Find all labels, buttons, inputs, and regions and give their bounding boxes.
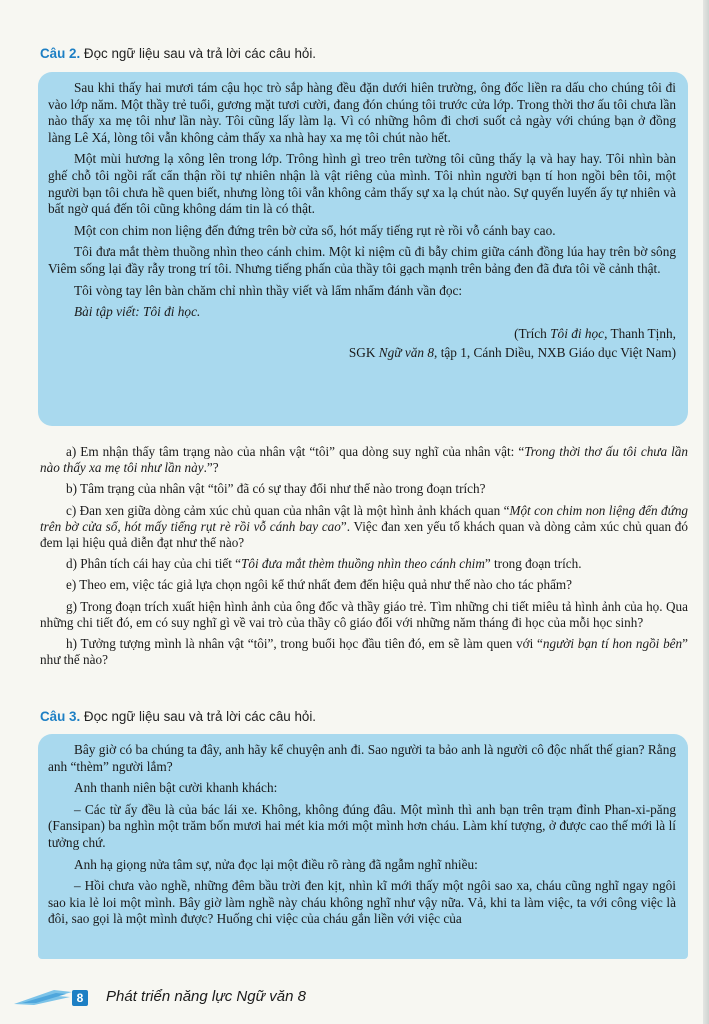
question-2-heading bbox=[40, 45, 316, 62]
book-title: Phát triển năng lực Ngữ văn 8 bbox=[106, 988, 306, 1005]
passage-paragraph: Một mùi hương lạ xông lên trong lớp. Trông hình gì treo trên tường tôi cũng thấy lạ và hay hay. Tôi nhìn bàn ghế chỗ tôi ngồi rất cẩn thận rồi tự nhiên nhận là vật riêng của mình. Tôi nhìn người bạn tí hon ngồi bên tôi, một người bạn tôi chưa hề quen biết, nhưng lòng tôi vẫn không cảm thấy sự xa lạ chút nào. Sự quyến luyến ấy tự nhiên và bất ngờ quá đến tôi cũng không dám tin là có thật. bbox=[48, 151, 676, 217]
source-citation-line-1: (Trích Tôi đi học, Thanh Tịnh, bbox=[514, 325, 676, 341]
passage-paragraph: – Các từ ấy đều là của bác lái xe. Không, không đúng đâu. Một mình thì anh bạn trên trạm đỉnh Phan-xi-păng (Fansipan) ba nghìn một trăm bốn mươi hai mét kia mới một mình hơn cháu. Làm khí tượng, ở được cao thế mới là lí tưởng chứ. bbox=[48, 801, 676, 850]
sub-question-b: b) Tâm trạng của nhân vật “tôi” đã có sự thay đổi như thế nào trong đoạn trích? bbox=[66, 481, 486, 497]
passage-paragraph: Sau khi thấy hai mươi tám cậu học trò sắp hàng đều đặn dưới hiên trường, ông đốc liền ra dấu cho chúng tôi đi vào lớp năm. Một thầy trẻ tuổi, gương mặt tươi cười, đang đón chúng tôi trước cửa lớp. Trong thời thơ ấu tôi chưa lần nào thấy xa mẹ tôi như lần này. Tôi cũng lấy làm lạ. Vì có những hôm đi chơi suốt cả ngày với chúng bạn ở đồng làng Lê Xá, lòng tôi vẫn không cảm thấy xa nhà hay xa mẹ tôi chút nào hết. bbox=[48, 80, 676, 145]
sub-question-g: g) Trong đoạn trích xuất hiện hình ảnh của ông đốc và thầy giáo trẻ. Tìm những chi tiết miêu tả hình ảnh của họ. Qua những chi tiết đó, em có suy nghĩ gì về vai trò của thầy cô giáo đối với những năm tháng đi học của mỗi học sinh? bbox=[40, 598, 688, 630]
question-3-heading bbox=[40, 708, 316, 725]
sub-question-c: c) Đan xen giữa dòng cảm xúc chủ quan của nhân vật là một hình ảnh khách quan “Một con chim non liệng đến đứng trên bờ cửa sổ, hót mấy tiếng rụt rè rồi vỗ cánh bay cao”. Việc đan xen yếu tố khách quan và dòng cảm xúc chủ quan đó đem lại hiệu quả diễn đạt như thế nào? bbox=[40, 502, 689, 551]
question-3-number: Câu 3. bbox=[40, 709, 81, 724]
passage-paragraph: – Hồi chưa vào nghề, những đêm bầu trời đen kịt, nhìn kĩ mới thấy một ngôi sao xa, cháu cũng nghĩ ngay ngôi sao kia lẻ loi một mình. Bây giờ làm nghề này cháu không nghĩ như vậy nữa. Vả, khi ta làm việc, ta với công việc là đôi, sao gọi là một mình được? Huống chi việc của cháu gắn liền với việc của bbox=[48, 878, 676, 927]
passage-paragraph: Bây giờ có ba chúng ta đây, anh hãy kể chuyện anh đi. Sao người ta bảo anh là người cô độc nhất thế gian? Rằng anh “thèm” người lắm? bbox=[48, 742, 676, 774]
passage-paragraph: Anh thanh niên bật cười khanh khách: bbox=[74, 780, 278, 796]
question-2-instruction: Đọc ngữ liệu sau và trả lời các câu hỏi. bbox=[83, 46, 317, 61]
sub-question-h: h) Tưởng tượng mình là nhân vật “tôi”, trong buổi học đầu tiên đó, em sẽ làm quen với “người bạn tí hon ngồi bên” như thế nào? bbox=[40, 636, 688, 668]
passage-box-q3 bbox=[38, 734, 688, 959]
question-2-list bbox=[40, 444, 688, 673]
sub-question-d: d) Phân tích cái hay của chi tiết “Tôi đưa mắt thèm thuồng nhìn theo cánh chim” trong đoạn trích. bbox=[66, 556, 582, 572]
passage-box-q2 bbox=[38, 72, 688, 426]
source-citation-line-2: SGK Ngữ văn 8, tập 1, Cánh Diều, NXB Giáo dục Việt Nam) bbox=[348, 345, 676, 361]
passage-paragraph: Một con chim non liệng đến đứng trên bờ cửa sổ, hót mấy tiếng rụt rè rồi vỗ cánh bay cao. bbox=[74, 222, 556, 238]
question-2-number: Câu 2. bbox=[40, 46, 81, 61]
page-number: 8 bbox=[72, 990, 88, 1006]
passage-paragraph: Tôi đưa mắt thèm thuồng nhìn theo cánh chim. Một kỉ niệm cũ đi bẫy chim giữa cánh đồng lúa hay trên bờ sông Viêm sống lại đầy rẫy trong trí tôi. Nhưng tiếng phấn của thầy tôi gạch mạnh trên bảng đen đã đưa tôi về cảnh thật. bbox=[48, 244, 676, 276]
arrow-decoration-icon bbox=[14, 988, 74, 1006]
sub-question-e: e) Theo em, việc tác giả lựa chọn ngôi kể thứ nhất đem đến hiệu quả như thế nào cho tác phẩm? bbox=[66, 577, 573, 593]
page-edge-shadow bbox=[703, 0, 709, 1024]
exercise-title: Bài tập viết: Tôi đi học. bbox=[74, 304, 201, 320]
question-3-instruction: Đọc ngữ liệu sau và trả lời các câu hỏi. bbox=[83, 709, 317, 724]
sub-question-a: a) Em nhận thấy tâm trạng nào của nhân vật “tôi” qua dòng suy nghĩ của nhân vật: “Trong thời thơ ấu tôi chưa lần nào thấy xa mẹ tôi như lần này.”? bbox=[40, 444, 688, 476]
passage-paragraph: Anh hạ giọng nửa tâm sự, nửa đọc lại một điều rõ ràng đã ngẫm nghĩ nhiều: bbox=[74, 856, 478, 872]
page-footer bbox=[0, 985, 709, 1024]
passage-paragraph: Tôi vòng tay lên bàn chăm chỉ nhìn thầy viết và lẩm nhẩm đánh vần đọc: bbox=[74, 282, 463, 298]
